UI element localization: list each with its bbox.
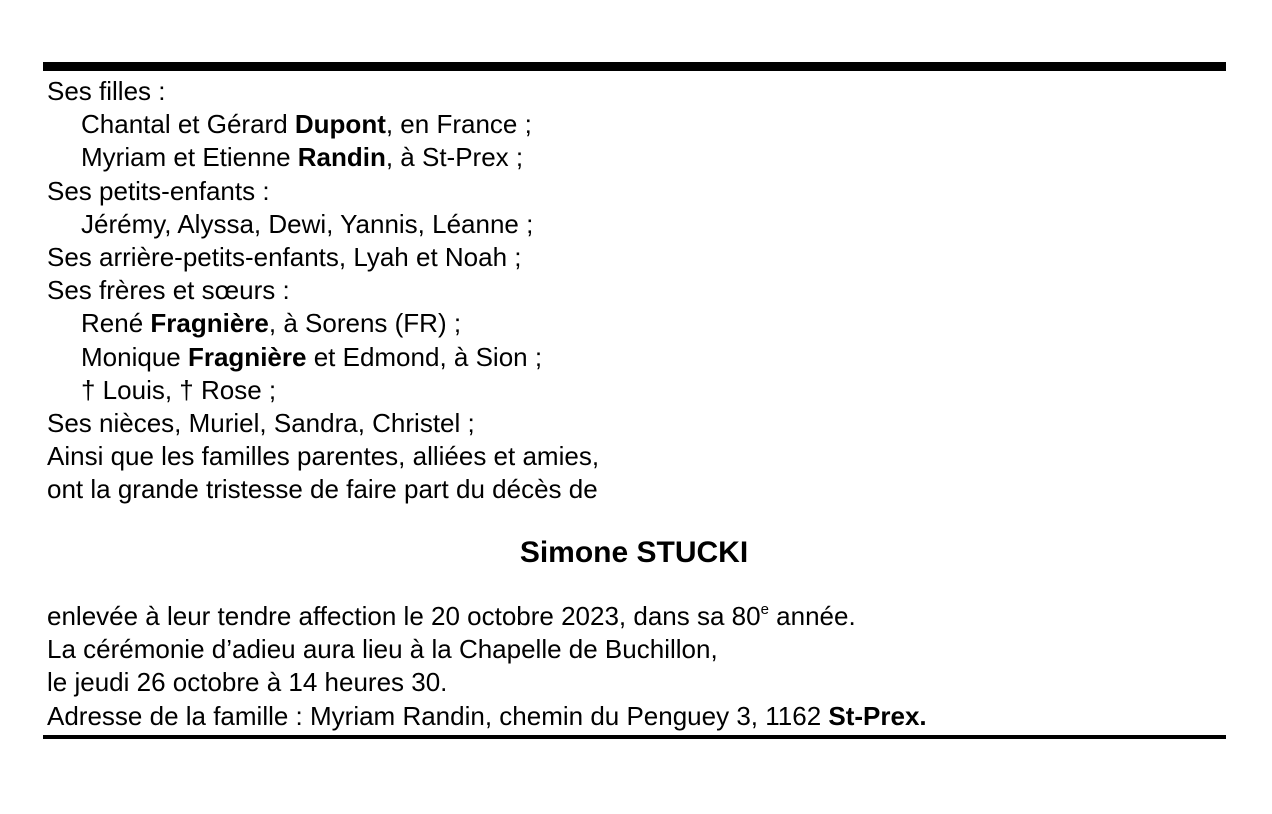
sibling-entry bbox=[47, 341, 1217, 374]
daughter-location: , à St-Prex ; bbox=[385, 142, 524, 173]
grandchildren-names: Jérémy, Alyssa, Dewi, Yannis, Léanne ; bbox=[81, 208, 534, 239]
daughter-location: , en France ; bbox=[385, 109, 532, 140]
deceased-siblings: † Louis, † Rose ; bbox=[81, 374, 277, 405]
sibling-location: , à Sorens (FR) ; bbox=[268, 308, 462, 339]
death-date-text: enlevée à leur tendre affection le 20 octobre 2023, dans sa 80 bbox=[47, 601, 761, 631]
ceremony-location: La cérémonie d’adieu aura lieu à la Chapelle de Buchillon, bbox=[47, 634, 718, 665]
family-address bbox=[47, 700, 1217, 733]
death-year-text: année. bbox=[768, 601, 856, 631]
daughter-entry bbox=[47, 108, 1217, 141]
death-details bbox=[47, 600, 1217, 633]
address-town: St-Prex. bbox=[828, 700, 927, 731]
siblings-label: Ses frères et sœurs : bbox=[47, 275, 290, 306]
sibling-first-name: Monique bbox=[81, 341, 188, 372]
daughter-surname: Dupont bbox=[294, 109, 386, 140]
daughters-label: Ses filles : bbox=[47, 76, 166, 106]
sibling-first-name: René bbox=[81, 308, 151, 339]
sibling-entry bbox=[47, 307, 1217, 340]
deceased-name: Simone STUCKI bbox=[519, 536, 749, 569]
ceremony-time: le jeudi 26 octobre à 14 heures 30. bbox=[47, 667, 448, 698]
daughter-surname: Randin bbox=[297, 142, 386, 173]
address-text: Adresse de la famille : Myriam Randin, chemin du Penguey 3, 1162 bbox=[47, 700, 829, 731]
announcement: ont la grande tristesse de faire part du décès de bbox=[47, 474, 598, 505]
sibling-surname: Fragnière bbox=[187, 341, 307, 372]
family-list bbox=[47, 75, 1217, 506]
sibling-surname: Fragnière bbox=[150, 308, 269, 339]
top-rule bbox=[43, 62, 1226, 71]
details bbox=[47, 600, 1217, 733]
sibling-location: et Edmond, à Sion ; bbox=[306, 341, 543, 372]
daughter-names: Myriam et Etienne bbox=[81, 142, 298, 173]
grandchildren-label: Ses petits-enfants : bbox=[47, 175, 270, 206]
great-grandchildren: Ses arrière-petits-enfants, Lyah et Noah ; bbox=[47, 241, 522, 272]
extended-family: Ainsi que les familles parentes, alliées et amies, bbox=[47, 441, 600, 472]
daughter-names: Chantal et Gérard bbox=[81, 109, 295, 140]
ordinal-suffix: e bbox=[760, 601, 769, 618]
bottom-rule bbox=[43, 735, 1226, 739]
nieces: Ses nièces, Muriel, Sandra, Christel ; bbox=[47, 407, 475, 438]
daughter-entry bbox=[47, 141, 1217, 174]
